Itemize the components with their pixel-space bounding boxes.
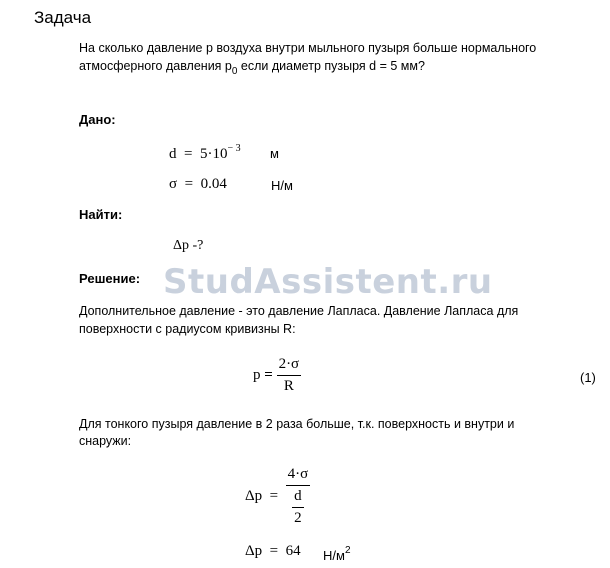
solution-paragraph-1-line-2: поверхности с радиусом кривизны R: [79, 322, 296, 336]
problem-line-1: На сколько давление p воздуха внутри мыльного пузыря больше нормального [79, 41, 537, 55]
problem-line-2-rest: если диаметр пузыря d = 5 мм? [237, 59, 425, 73]
eq1-equals: = [264, 366, 273, 383]
solution-paragraph-1-line-1: Дополнительное давление - это давление Лапласа. Давление Лапласа для [79, 304, 519, 318]
result-unit [323, 545, 351, 563]
problem-line-2 [79, 57, 425, 81]
find-heading: Найти: [79, 207, 123, 222]
result-lhs: Δp [245, 543, 263, 559]
solution-paragraph-2-line-1: Для тонкого пузыря давление в 2 раза больше, т.к. поверхность и внутри и [79, 417, 515, 431]
eq2-lhs: Δp [245, 487, 263, 504]
eq1-fraction [277, 356, 302, 395]
given-heading: Дано: [79, 112, 116, 127]
eq2-numerator: 4·σ [287, 466, 309, 482]
p0-subscript: 0 [231, 66, 238, 77]
eq2-denominator [286, 485, 311, 527]
eq2-inner-denominator: 2 [292, 507, 304, 527]
result-value: 64 [285, 543, 301, 559]
eq2-inner-numerator: d [294, 488, 302, 504]
page-title: Задача [34, 8, 92, 27]
equation-2 [245, 466, 310, 527]
eq2-equals: = [269, 487, 279, 504]
result-equation [245, 543, 301, 560]
watermark: StudAssistent.ru [163, 262, 493, 302]
solution-paragraph-2-line-2: снаружи: [79, 434, 132, 448]
equation-1-number: (1) [580, 370, 596, 385]
sigma-unit: Н/м [271, 178, 293, 193]
sigma-value: 0.04 [200, 176, 227, 192]
equation-1 [253, 356, 301, 395]
eq2-fraction [286, 466, 311, 527]
given-d-equation [169, 143, 241, 163]
given-sigma-equation [169, 176, 227, 193]
eq1-lhs: p [253, 366, 261, 383]
d-symbol: d [169, 146, 177, 162]
find-value: Δp -? [173, 238, 204, 253]
d-value: 5·10 [199, 146, 228, 162]
sigma-symbol: σ [169, 176, 178, 192]
sigma-equals: = [184, 176, 194, 192]
eq1-denominator: R [277, 375, 302, 395]
d-exponent: − 3 [227, 143, 241, 154]
eq1-numerator: 2·σ [278, 356, 300, 372]
problem-line-2-text: атмосферного давления p [79, 59, 232, 73]
d-unit: м [270, 146, 279, 161]
d-equals: = [184, 146, 193, 162]
result-equals: = [269, 543, 279, 559]
result-unit-exponent: 2 [344, 545, 351, 556]
eq2-inner-fraction [292, 488, 304, 527]
solution-heading: Решение: [79, 271, 141, 286]
result-unit-text: Н/м [323, 548, 345, 563]
